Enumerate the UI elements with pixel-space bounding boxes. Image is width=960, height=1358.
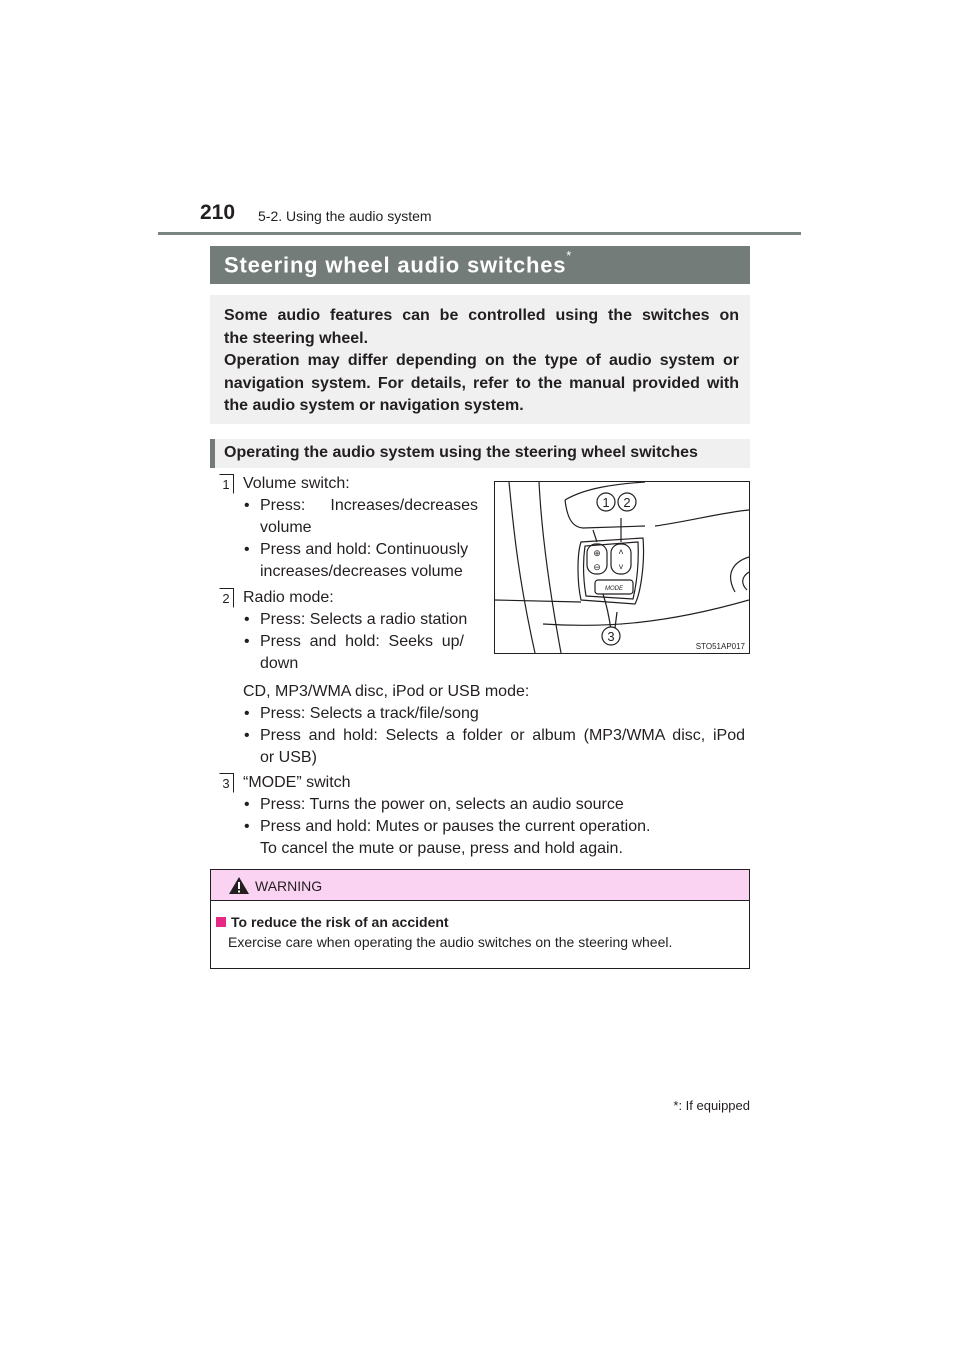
svg-text:1: 1 [222, 477, 230, 492]
bullet-text: down [260, 655, 299, 672]
bullet-text: Press and hold: Seeks up/ [260, 633, 464, 650]
warning-triangle-icon [228, 876, 250, 895]
bullet-text: Press: Selects a track/file/song [260, 705, 479, 722]
bullet-text: Press: Selects a radio station [260, 611, 468, 628]
breadcrumb: 5-2. Using the audio system [258, 208, 432, 224]
item-heading: “MODE” switch [243, 774, 351, 791]
bullet-text: increases/decreases volume [260, 563, 463, 580]
svg-text:⊖: ⊖ [593, 562, 601, 572]
item-heading: Radio mode: [243, 589, 334, 606]
intro-box [210, 295, 750, 424]
bullet-text: Press and hold: Continuously [260, 541, 469, 558]
bullet-text: Press and hold: Mutes or pauses the current operation. [260, 818, 651, 835]
bullet-text: volume [260, 519, 312, 536]
item-subheading: CD, MP3/WMA disc, iPod or USB mode: [243, 683, 530, 700]
svg-text:MODE: MODE [605, 586, 623, 592]
section-title [224, 248, 573, 278]
intro-line: the steering wheel. [224, 330, 369, 347]
steering-wheel-illustration [494, 481, 750, 654]
bullet-text: Press: Increases/decreases [260, 497, 478, 514]
bullet-dot: • [244, 497, 250, 514]
svg-text:2: 2 [623, 495, 631, 510]
footnote-text: : If equipped [678, 1098, 750, 1113]
bullet-text: To cancel the mute or pause, press and hold again. [260, 840, 623, 857]
footnote [660, 1098, 750, 1113]
warning-text: Exercise care when operating the audio switches on the steering wheel. [228, 934, 673, 950]
bullet-dot: • [244, 818, 250, 835]
steering-wheel-drawing [495, 482, 749, 653]
intro-text: Some audio features can be controlled using the switches on [224, 307, 739, 324]
warning-square-icon [216, 917, 226, 927]
intro-line: navigation system. For details, refer to the manual provided with [224, 375, 739, 392]
warning-title-text: To reduce the risk of an accident [231, 914, 449, 930]
svg-text:3: 3 [607, 629, 615, 644]
svg-text:˄: ˄ [618, 547, 624, 557]
page-number: 210 [200, 201, 236, 224]
svg-text:1: 1 [602, 495, 610, 510]
section-title-bar [210, 246, 750, 284]
bullet-text: Press and hold: Selects a folder or album (MP3/WMA disc, iPod [260, 727, 745, 744]
header-rule [158, 232, 801, 235]
bullet-dot: • [244, 727, 250, 744]
intro-line [224, 305, 739, 328]
svg-text:2: 2 [222, 591, 230, 606]
illustration-code: STO51AP017 [695, 642, 745, 651]
number-1-icon [219, 474, 234, 494]
number-3-icon [219, 773, 234, 793]
number-2-icon [219, 588, 234, 608]
warning-label: WARNING [255, 878, 323, 894]
warning-header [211, 870, 749, 901]
bullet-dot: • [244, 633, 250, 650]
warning-box [210, 869, 750, 969]
if-equipped-marker: * [566, 248, 573, 263]
svg-text:3: 3 [222, 776, 230, 791]
intro-line: the audio system or navigation system. [224, 397, 524, 414]
bullet-dot: • [244, 611, 250, 628]
intro-line: Operation may differ depending on the type of audio system or [224, 352, 739, 369]
subheading: Operating the audio system using the steering wheel switches [224, 444, 698, 461]
svg-text:˅: ˅ [618, 562, 624, 572]
section-title-text: Steering wheel audio switches [224, 252, 567, 278]
item-heading: Volume switch: [243, 475, 350, 492]
bullet-dot: • [244, 796, 250, 813]
bullet-dot: • [244, 705, 250, 722]
footnote-marker: * [673, 1098, 679, 1113]
bullet-text: Press: Turns the power on, selects an audio source [260, 796, 624, 813]
subheading-accent [210, 439, 215, 468]
svg-text:⊕: ⊕ [593, 548, 601, 558]
bullet-dot: • [244, 541, 250, 558]
warning-title [216, 914, 449, 930]
bullet-text: or USB) [260, 749, 317, 766]
subheading-bar [210, 439, 750, 468]
